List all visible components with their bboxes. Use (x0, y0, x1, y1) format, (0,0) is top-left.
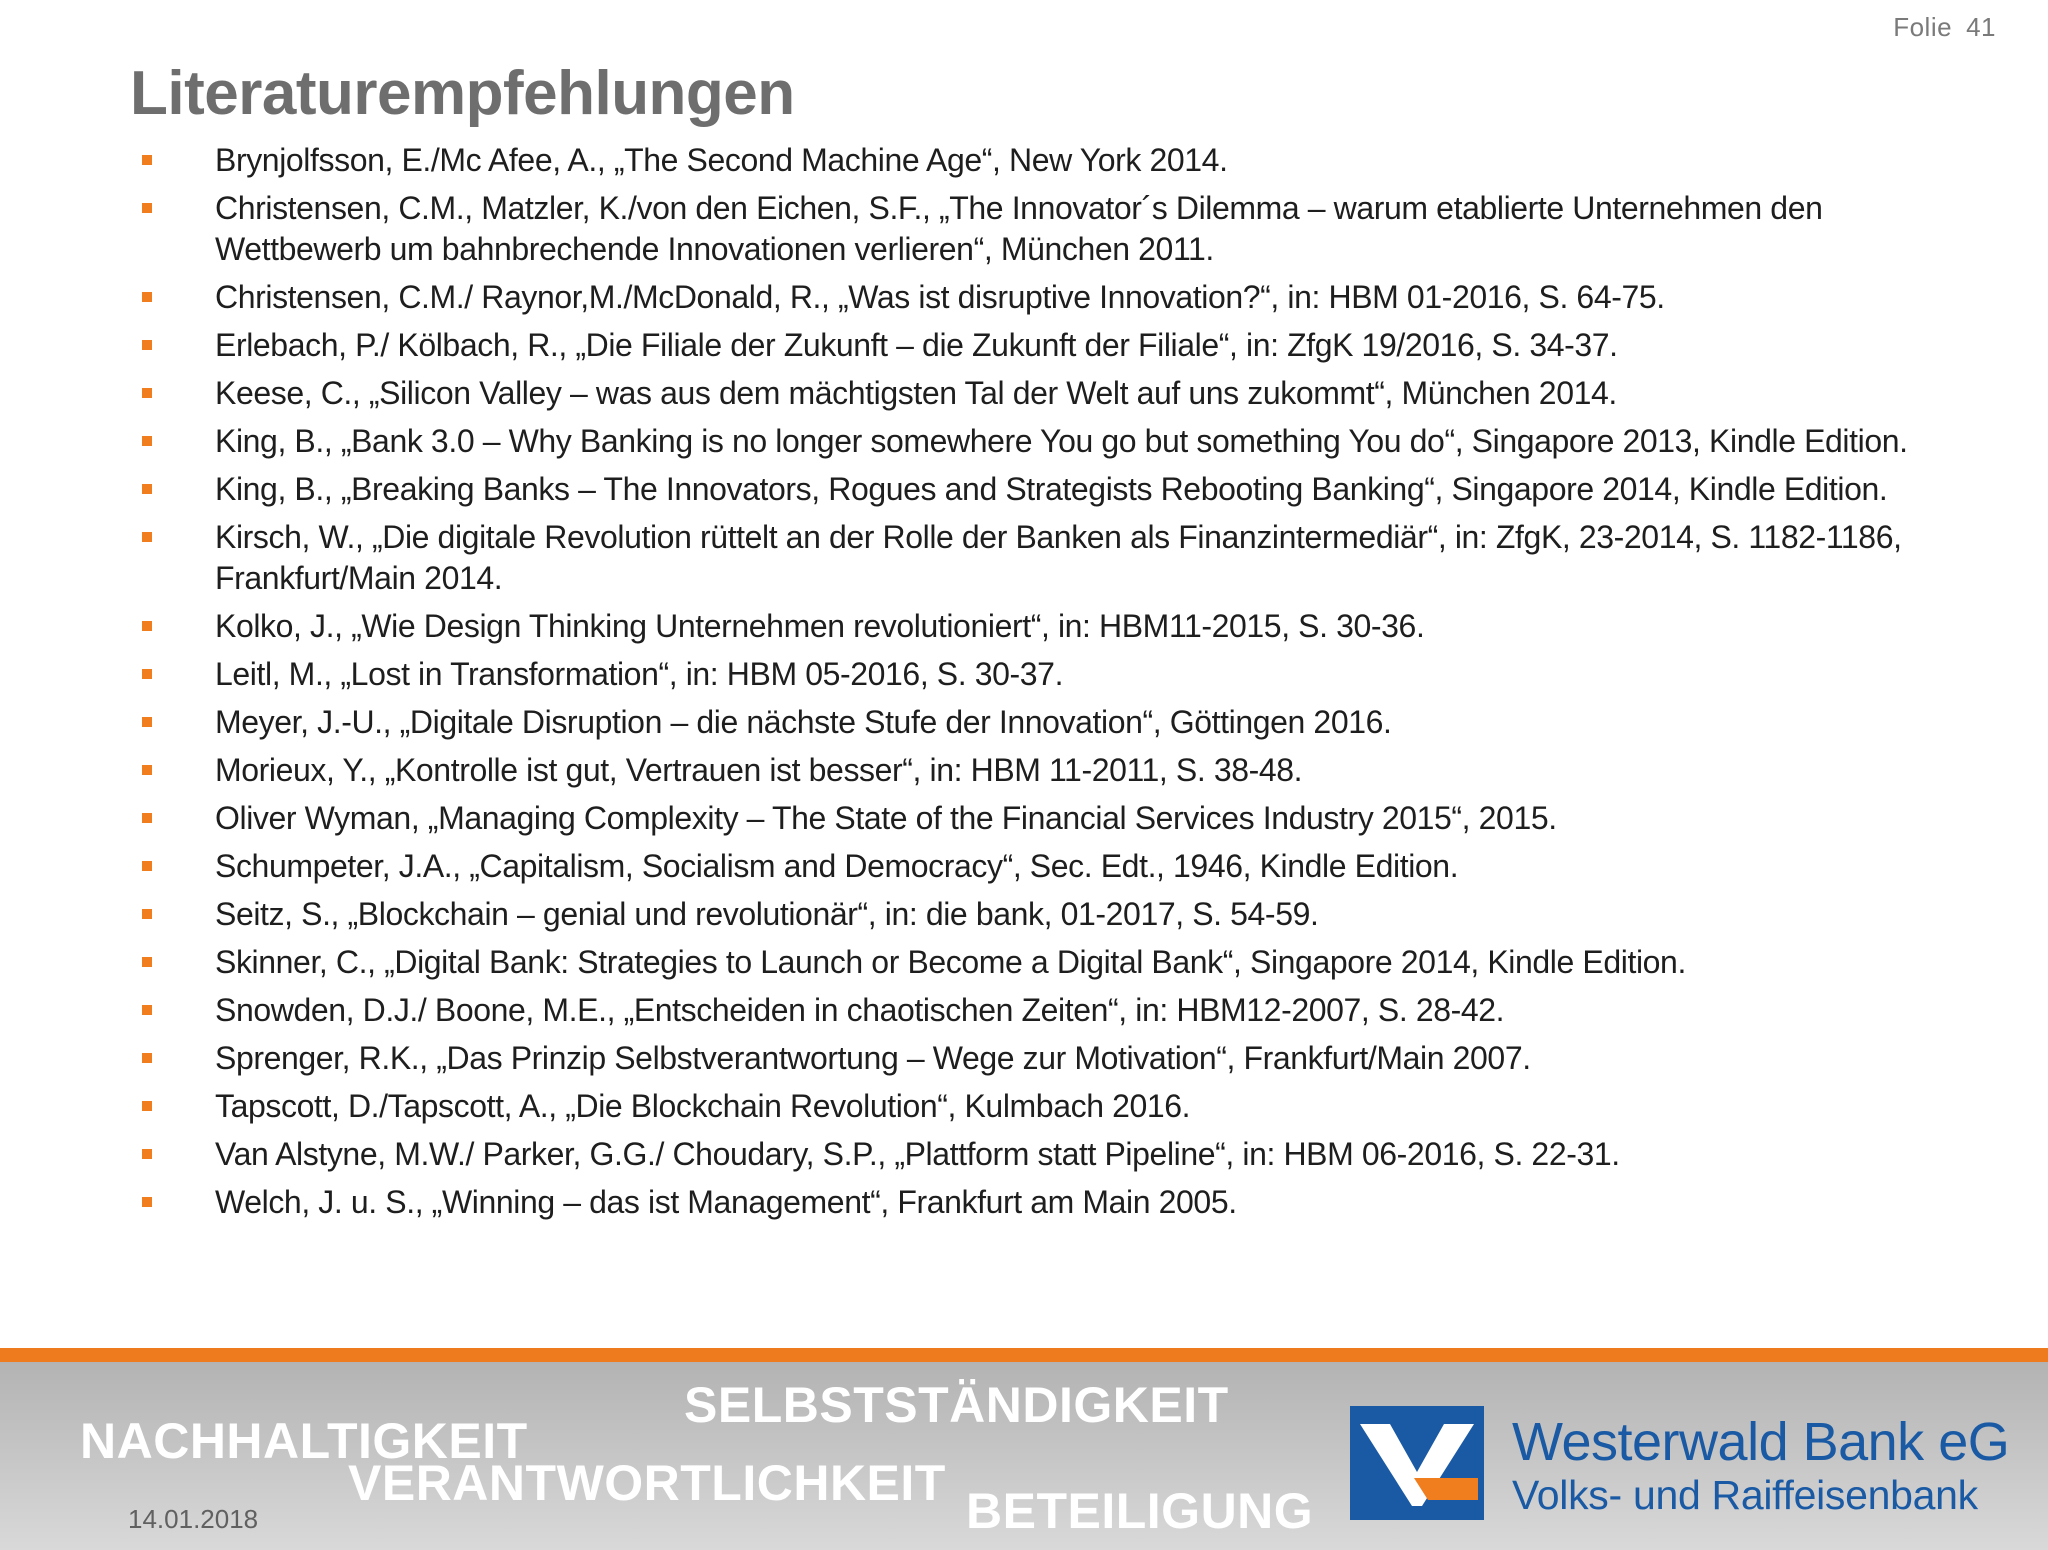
slide-number (1893, 12, 1996, 43)
square-bullet-icon (142, 1101, 152, 1111)
square-bullet-icon (142, 909, 152, 919)
reference-item (140, 373, 1940, 414)
square-bullet-icon (142, 621, 152, 631)
reference-text: Morieux, Y., „Kontrolle ist gut, Vertrauen ist besser“, in: HBM 11-2011, S. 38-48. (215, 752, 1303, 788)
square-bullet-icon (142, 861, 152, 871)
reference-text: Erlebach, P./ Kölbach, R., „Die Filiale der Zukunft – die Zukunft der Filiale“, in: ZfgK 19/2016, S. 34-37. (215, 327, 1618, 363)
reference-text: Brynjolfsson, E./Mc Afee, A., „The Second Machine Age“, New York 2014. (215, 142, 1228, 178)
reference-text: Welch, J. u. S., „Winning – das ist Management“, Frankfurt am Main 2005. (215, 1184, 1237, 1220)
reference-text: Keese, C., „Silicon Valley – was aus dem mächtigsten Tal der Welt auf uns zukommt“, München 2014. (215, 375, 1617, 411)
reference-text: Christensen, C.M., Matzler, K./von den Eichen, S.F., „The Innovator´s Dilemma – warum etablierte Unternehmen den Wettbewerb um bahnbrechende Innovationen verlieren“, München 2011. (215, 190, 1823, 267)
reference-item (140, 188, 1940, 270)
square-bullet-icon (142, 388, 152, 398)
square-bullet-icon (142, 484, 152, 494)
reference-text: Skinner, C., „Digital Bank: Strategies to Launch or Become a Digital Bank“, Singapore 2014, Kindle Edition. (215, 944, 1686, 980)
reference-item (140, 325, 1940, 366)
footer-date: 14.01.2018 (128, 1504, 259, 1534)
reference-item (140, 702, 1940, 743)
reference-text: Snowden, D.J./ Boone, M.E., „Entscheiden in chaotischen Zeiten“, in: HBM12-2007, S. 28-42. (215, 992, 1505, 1028)
reference-item (140, 469, 1940, 510)
reference-text: Tapscott, D./Tapscott, A., „Die Blockchain Revolution“, Kulmbach 2016. (215, 1088, 1191, 1124)
footer-value-verantwortlichkeit: VERANTWORTLICHKEIT (348, 1455, 946, 1511)
slide-number-value: 41 (1966, 12, 1996, 42)
reference-item (140, 654, 1940, 695)
reference-item (140, 517, 1940, 599)
footer-value-nachhaltigkeit: NACHHALTIGKEIT (80, 1413, 528, 1469)
bank-name-line1: Westerwald Bank eG (1512, 1412, 2010, 1472)
slide-number-label: Folie (1893, 12, 1953, 42)
reference-item (140, 1038, 1940, 1079)
square-bullet-icon (142, 717, 152, 727)
square-bullet-icon (142, 436, 152, 446)
reference-item (140, 1134, 1940, 1175)
footer-value-selbststaendigkeit: SELBSTSTÄNDIGKEIT (684, 1377, 1229, 1433)
reference-item (140, 990, 1940, 1031)
reference-text: Schumpeter, J.A., „Capitalism, Socialism and Democracy“, Sec. Edt., 1946, Kindle Edition. (215, 848, 1459, 884)
square-bullet-icon (142, 532, 152, 542)
reference-text: Kolko, J., „Wie Design Thinking Unternehmen revolutioniert“, in: HBM11-2015, S. 30-36. (215, 608, 1425, 644)
reference-text: Sprenger, R.K., „Das Prinzip Selbstverantwortung – Wege zur Motivation“, Frankfurt/Main 2007. (215, 1040, 1531, 1076)
reference-item (140, 277, 1940, 318)
square-bullet-icon (142, 1149, 152, 1159)
footer-value-beteiligung: BETEILIGUNG (966, 1483, 1314, 1539)
square-bullet-icon (142, 1005, 152, 1015)
reference-item (140, 606, 1940, 647)
square-bullet-icon (142, 203, 152, 213)
square-bullet-icon (142, 155, 152, 165)
bank-name-line2: Volks- und Raiffeisenbank (1512, 1472, 1978, 1518)
reference-text: Kirsch, W., „Die digitale Revolution rüttelt an der Rolle der Banken als Finanzintermediär“, in: ZfgK, 23-2014, S. 1182-1186, Frankfurt/Main 2014. (215, 519, 1902, 596)
square-bullet-icon (142, 957, 152, 967)
square-bullet-icon (142, 669, 152, 679)
reference-item (140, 750, 1940, 791)
reference-item (140, 846, 1940, 887)
reference-item (140, 894, 1940, 935)
square-bullet-icon (142, 292, 152, 302)
square-bullet-icon (142, 1197, 152, 1207)
reference-text: Van Alstyne, M.W./ Parker, G.G./ Choudary, S.P., „Plattform statt Pipeline“, in: HBM 06-2016, S. 22-31. (215, 1136, 1620, 1172)
square-bullet-icon (142, 1053, 152, 1063)
reference-text: King, B., „Breaking Banks – The Innovators, Rogues and Strategists Rebooting Banking“, Singapore 2014, Kindle Edition. (215, 471, 1888, 507)
square-bullet-icon (142, 765, 152, 775)
reference-item (140, 421, 1940, 462)
reference-list (140, 140, 1940, 1230)
reference-item (140, 942, 1940, 983)
square-bullet-icon (142, 813, 152, 823)
reference-text: Leitl, M., „Lost in Transformation“, in: HBM 05-2016, S. 30-37. (215, 656, 1064, 692)
reference-text: Meyer, J.-U., „Digitale Disruption – die nächste Stufe der Innovation“, Göttingen 2016. (215, 704, 1392, 740)
reference-text: Oliver Wyman, „Managing Complexity – The State of the Financial Services Industry 2015“, 2015. (215, 800, 1557, 836)
reference-item (140, 140, 1940, 181)
footer-band (0, 1348, 2048, 1550)
reference-item (140, 1086, 1940, 1127)
reference-text: Christensen, C.M./ Raynor,M./McDonald, R., „Was ist disruptive Innovation?“, in: HBM 01-2016, S. 64-75. (215, 279, 1665, 315)
bank-name (1512, 1412, 2009, 1518)
reference-item (140, 798, 1940, 839)
square-bullet-icon (142, 340, 152, 350)
reference-item (140, 1182, 1940, 1223)
volksbank-raiffeisenbank-logo-icon (1350, 1406, 1484, 1520)
reference-text: King, B., „Bank 3.0 – Why Banking is no longer somewhere You go but something You do“, Singapore 2013, Kindle Edition. (215, 423, 1908, 459)
page-title: Literaturempfehlungen (130, 59, 795, 128)
reference-text: Seitz, S., „Blockchain – genial und revolutionär“, in: die bank, 01-2017, S. 54-59. (215, 896, 1319, 932)
